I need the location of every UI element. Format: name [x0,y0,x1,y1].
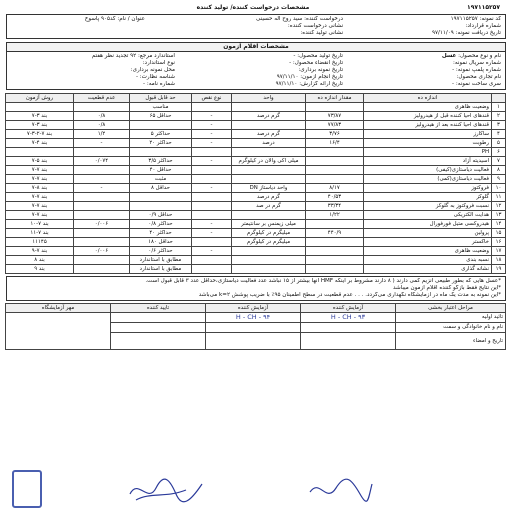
table-cell: گلوکز [364,193,492,202]
sig-cell [301,333,396,350]
table-cell [232,103,306,112]
table-cell [306,175,364,184]
table-row [6,130,506,139]
table-cell: ۳۳/۳۴ [306,202,364,211]
table-row [6,247,506,256]
table-cell: - [192,121,232,130]
table-cell: قندهای احیا کننده بعد از هیدرولیز [364,121,492,130]
table-cell: ۷۷/۸۳ [306,121,364,130]
table-cell: ۰/۸ [74,112,130,121]
column-header: واحد [232,94,306,103]
field-value: کد۹۰۵ پاسوخ [84,16,116,22]
field-label: تاریخ انجام آزمون: [300,74,343,80]
table-cell [74,265,130,274]
table-cell: مطابق با استاندارد [130,256,192,265]
table-cell: ۱/۲۲ [306,211,364,220]
table-cell [232,265,306,274]
field-value: ۹۲ تجدید نظر هفتم [91,53,137,59]
table-row [6,184,506,193]
table-cell: ۴ [492,130,506,139]
table-cell [6,148,74,157]
table-cell: ۷۳/۸۷ [306,112,364,121]
signature-block [6,303,506,350]
table-cell: ۰/۰۰۶ [74,220,130,229]
sig-cell [206,323,301,333]
table-cell: ۲ [492,112,506,121]
table-cell: وضعیت ظاهری [364,247,492,256]
table-cell: رطوبت [364,139,492,148]
table-cell: - [192,229,232,238]
table-cell: ۶ [492,148,506,157]
table-cell: بند ۷-۷ [6,175,74,184]
table-cell [192,265,232,274]
table-cell: حداکثر ۴۰ [130,229,192,238]
requester-col-right [347,15,505,38]
column-header: حد قابل قبول [130,94,192,103]
table-cell [232,211,306,220]
table-cell [74,103,130,112]
table-cell: - [192,139,232,148]
table-cell [232,166,306,175]
field-label: عنوان / نام: [117,16,145,22]
requester-col-left [7,15,149,38]
table-cell: فعالیت دیاستازی(کمی) [364,175,492,184]
column-header [492,94,506,103]
field-label: شماره سریال نمونه: [452,60,501,66]
table-cell [192,256,232,265]
table-cell: ۱ [492,103,506,112]
column-header: عدم قطعیت [74,94,130,103]
field-value: ۹۷/۱۱/۰۹ [431,30,454,36]
table-cell [306,265,364,274]
table-cell: ۳ [492,121,506,130]
table-cell: بند ۳-۷ [6,112,74,121]
table-cell: واحد دیاستاز DN [232,184,306,193]
table-cell: فروکتوز [364,184,492,193]
sig-header: تایید کننده [111,304,206,313]
field-label: درخواست کننده: [304,16,343,22]
table-cell: بند ۵-۷ [6,157,74,166]
table-row [6,148,506,157]
sig-cell [6,313,111,350]
sample-code-top: ۱۹۷۱۱۵۲۵۷ [467,4,500,11]
table-cell [232,148,306,157]
table-cell [74,166,130,175]
lab-stamp-icon [12,470,42,508]
table-cell [306,166,364,175]
table-cell [130,121,192,130]
requester-section-title: مشخصات درخواست کننده/ تولید کننده [196,4,310,11]
field-label: نام و نوع محصول: [458,53,501,59]
table-cell [74,256,130,265]
table-row [6,229,506,238]
items-section-title: مشخصات اقلام آزمون [6,42,506,52]
table-row [6,220,506,229]
sig-cell [111,323,206,333]
signature-scribble-icon [126,474,206,506]
table-cell: - [74,139,130,148]
table-cell: مناسب [130,103,192,112]
sig-cell [111,333,206,350]
table-cell [232,121,306,130]
table-cell: گرم درصد [232,112,306,121]
table-cell [6,103,74,112]
table-cell [192,148,232,157]
table-cell: ۰/۰۰۶ [74,247,130,256]
table-cell [74,148,130,157]
table-row [6,238,506,247]
table-row [6,256,506,265]
table-cell: حداکثر ۳/۵ [130,157,192,166]
table-cell: PH [364,148,492,157]
field-label: شناسه نظارت: [139,74,175,80]
table-row [6,112,506,121]
table-cell: بند ۷-۹ [6,247,74,256]
table-cell: بند ۴-۷ [6,139,74,148]
table-cell: نسبت فروکتوز به گلوکز [364,202,492,211]
table-cell: گرم درصد [232,193,306,202]
table-cell [192,175,232,184]
table-cell: ۱۰ [492,184,506,193]
field-label: تاریخ دریافت نمونه: [455,30,501,36]
field-value: ۱۹۷۱۱۵۲۵۷ [450,16,478,22]
sig-header: آزمایش کننده [206,304,301,313]
field-label: استاندارد مرجع: [137,53,175,59]
table-cell [232,247,306,256]
table-row [6,166,506,175]
table-cell: بند ۷-۲-۳-۷ [6,130,74,139]
table-cell [306,247,364,256]
report-header [6,5,506,14]
field-label: سری ساخت نمونه: [455,81,501,87]
table-cell [232,256,306,265]
table-cell [306,148,364,157]
notes-box [6,276,506,301]
table-cell: - [192,220,232,229]
table-cell: هدایت الکتریکی [364,211,492,220]
field-value: - [143,81,146,87]
field-value: - [289,60,292,66]
table-cell: بند ۸ [6,256,74,265]
field-label: تاریخ ارائه گزارش: [299,81,343,87]
table-cell: بند ۹ [6,265,74,274]
field-label: نشانی تولید کننده: [300,30,343,36]
table-cell [192,238,232,247]
field-value: ۹۷/۱۱/۱۰ [276,74,299,80]
table-cell [74,193,130,202]
sig-header: مراحل اعتبار بخشی [396,304,506,313]
table-cell: ۱۹ [492,265,506,274]
table-cell: ۴۰/۵۳ [306,193,364,202]
tester-code: H - CH - ۹۳ [301,313,396,323]
column-header: مقدار اندازه ده [306,94,364,103]
table-cell: ۱۲ [492,202,506,211]
results-table-wrap [6,93,506,274]
table-cell: اسیدیته آزاد [364,157,492,166]
field-label: تاریخ تولید محصول: [297,53,343,59]
table-cell: ۱۵ [492,229,506,238]
table-cell: مثبت [130,175,192,184]
table-cell [192,202,232,211]
table-cell [306,157,364,166]
column-header: روش آزمون [6,94,74,103]
results-table [5,93,506,274]
column-header: نوع نقص [192,94,232,103]
field-label: نشانی درخواست کننده: [287,23,343,29]
table-cell: - [192,112,232,121]
test-report-page [6,4,506,509]
field-label: شماره قرارداد: [465,23,501,29]
table-cell [74,202,130,211]
table-row [6,202,506,211]
table-cell: حداکثر ۲۰ [130,139,192,148]
note-line: *این نمونه به مدت یک ماه در آزمایشگاه نگهداری می‌گردد. . . . عدم قطعیت در سطح اطمینان ۹۵٪ با ضریب پوشش ۲=k می‌باشد [198,292,501,298]
table-cell: - [192,247,232,256]
table-cell [306,103,364,112]
table-cell [74,175,130,184]
table-cell: ۷ [492,157,506,166]
table-cell [74,229,130,238]
table-cell: گرم درصد [232,130,306,139]
table-cell: میلی زیمنس بر سانتیمتر [232,220,306,229]
table-cell: میلی اکی والان در کیلوگرم [232,157,306,166]
signature-scribble-icon [306,476,376,506]
table-cell: ۱۶ [492,238,506,247]
table-cell: بند ۷-۷ [6,166,74,175]
field-label: نوع استاندارد: [142,60,175,66]
field-value: - [452,81,455,87]
table-cell: هیدروکسی متیل فورفورال [364,220,492,229]
table-cell: گرم در صد [232,202,306,211]
table-cell: ۰/۸ [74,121,130,130]
table-cell [74,238,130,247]
table-cell [130,202,192,211]
table-cell: بند ۷-۷ [6,202,74,211]
field-label: محل نمونه برداری: [130,67,175,73]
requester-col-mid [149,15,347,38]
field-value: سید روح اله حسینی [255,16,303,22]
table-cell: حداقل ۴۰ [130,166,192,175]
table-cell [130,148,192,157]
table-cell: حداکثر ۰/۸ [130,220,192,229]
table-cell: مطابق با استاندارد [130,265,192,274]
table-row [6,175,506,184]
table-cell: ۱۷ [492,247,506,256]
table-cell [306,220,364,229]
sig-row-label: تاریخ و امضاء [396,333,506,350]
table-cell: بند ۳-۷ [6,121,74,130]
table-cell: پرولین [364,229,492,238]
table-cell [130,193,192,202]
table-cell: ۴۴۰/۹ [306,229,364,238]
table-cell: ۸/۱۷ [306,184,364,193]
table-cell: بند ۷-۷ [6,211,74,220]
table-cell: بند ۷-۷ [6,193,74,202]
table-cell: وضعیت ظاهری [364,103,492,112]
field-label: شماره پلمپ نمونه: [455,67,501,73]
field-value: - [293,53,296,59]
note-line: *این نتایج فقط بازگو کننده اقلام آزمون میباشد [393,285,501,291]
field-label: کد نمونه: [479,16,501,22]
table-header-row [6,94,506,103]
sig-header: آزمایش کننده [301,304,396,313]
table-cell: - [192,157,232,166]
table-cell: - [192,130,232,139]
table-cell: درصد [232,139,306,148]
table-row [6,103,506,112]
table-cell [192,211,232,220]
table-cell: خاکستر [364,238,492,247]
table-cell: بند ۸-۷ [6,184,74,193]
signature-table [5,303,506,350]
table-row [6,121,506,130]
table-cell: ۱۱ [492,193,506,202]
table-cell [306,238,364,247]
field-value: - [135,74,138,80]
table-cell: ۱/۲ [74,130,130,139]
table-cell: ۱۶/۴ [306,139,364,148]
table-cell: ۵ [492,139,506,148]
table-cell: قندهای احیا کننده قبل از هیدرولیز [364,112,492,121]
table-cell: ساکارز [364,130,492,139]
sig-cell [301,323,396,333]
sig-row-label: تائید اولیه [396,313,506,323]
table-cell: حداقل ۱۸۰ [130,238,192,247]
table-cell: ۱۸ [492,256,506,265]
items-col-right [347,52,505,89]
table-row [6,265,506,274]
items-col-left [7,52,179,89]
table-cell: بند ۷-۱۱ [6,229,74,238]
field-label: تاریخ نمونه برداری: [298,67,343,73]
table-cell: فعالیت دیاستازی(کیفی) [364,166,492,175]
field-value: - [452,67,455,73]
sig-cell [206,333,301,350]
sig-header: مهر آزمایشگاه [6,304,111,313]
table-cell: حداقل ۰/۹ [130,211,192,220]
sig-row-label: نام و نام خانوادگی و سمت [396,323,506,333]
table-cell [192,166,232,175]
field-value: عسل [441,53,457,59]
requester-info-box [6,14,506,39]
table-cell: میلیگرم در کیلوگرم [232,238,306,247]
table-cell: ۱۳ [492,211,506,220]
field-label: تاریخ انقضاء محصول: [292,60,343,66]
table-cell: حداقل ۸ [130,184,192,193]
table-cell [192,103,232,112]
table-cell: میلیگرم در کیلوگرم [232,229,306,238]
table-cell [192,193,232,202]
table-cell: ۰/۰۷۴ [74,157,130,166]
items-info-box [6,52,506,90]
table-row [6,193,506,202]
table-cell: نسبه بندی [364,256,492,265]
table-row [6,139,506,148]
table-cell: ۹ [492,175,506,184]
table-cell: - [74,184,130,193]
note-line: *عسل هایی که بطور طبیعی آنزیم کمی دارند ( ۸ دارند مشروط بر اینکه HMF آنها بیشتر از ۱۵ نباشد عدد فعالیت دیاستازی،حداقل عدد ۳ قابل قبول است. [145,278,501,284]
table-row [6,211,506,220]
sig-cell [111,313,206,323]
table-cell: - [192,184,232,193]
table-cell [306,256,364,265]
table-cell: ۸ [492,166,506,175]
field-value: ۹۷/۱۱/۱۰ [275,81,298,87]
table-cell: حداکثر ۵ [130,130,192,139]
tester-code: H - CH - ۹۴ [206,313,301,323]
table-cell: بند ۷-۱۰ [6,220,74,229]
items-col-mid [179,52,347,89]
field-label: شماره نامه: [146,81,175,87]
table-cell: حداکثر ۰/۶ [130,247,192,256]
table-cell: ۱۴ [492,220,506,229]
table-cell: نشانه گذاری [364,265,492,274]
table-row [6,157,506,166]
table-cell [74,211,130,220]
table-body [6,103,506,274]
table-cell: ۱۱۱۴۵ [6,238,74,247]
field-label: نام تجاری محصول: [456,74,501,80]
column-header: اندازه ده [364,94,492,103]
table-cell: ۳/۷۶ [306,130,364,139]
table-cell: حداقل ۶۵ [130,112,192,121]
table-cell [232,175,306,184]
